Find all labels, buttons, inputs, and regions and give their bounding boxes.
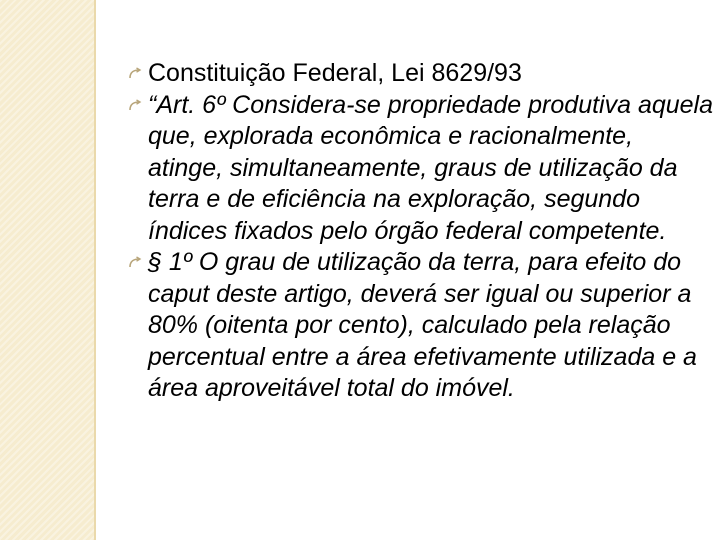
side-band-edge xyxy=(94,0,96,540)
bullet-text: “Art. 6º Considera-se propriedade produtiva aquela que, explorada econômica e racionalmente, atinge, simultaneamente, graus de utilização da terra e de eficiência na exploração, segundo índices fixados pelo órgão federal competente. xyxy=(148,90,714,245)
bullet-item-source xyxy=(128,58,713,90)
bullet-text: Constituição Federal, Lei 8629/93 xyxy=(148,59,522,87)
curved-arrow-bullet-icon xyxy=(128,67,142,81)
decorative-side-band xyxy=(0,0,94,540)
curved-arrow-bullet-icon xyxy=(128,256,142,270)
slide-body xyxy=(128,58,713,405)
bullet-text: § 1º O grau de utilização da terra, para efeito do caput deste artigo, deverá ser igual ou superior a 80% (oitenta por cento), calculado pela relação percentual entre a área efetivamente utilizada e a área aproveitável total do imóvel. xyxy=(148,248,697,402)
curved-arrow-bullet-icon xyxy=(128,99,142,113)
bullet-item-article-6 xyxy=(128,90,713,248)
bullet-item-paragraph-1 xyxy=(128,247,713,405)
